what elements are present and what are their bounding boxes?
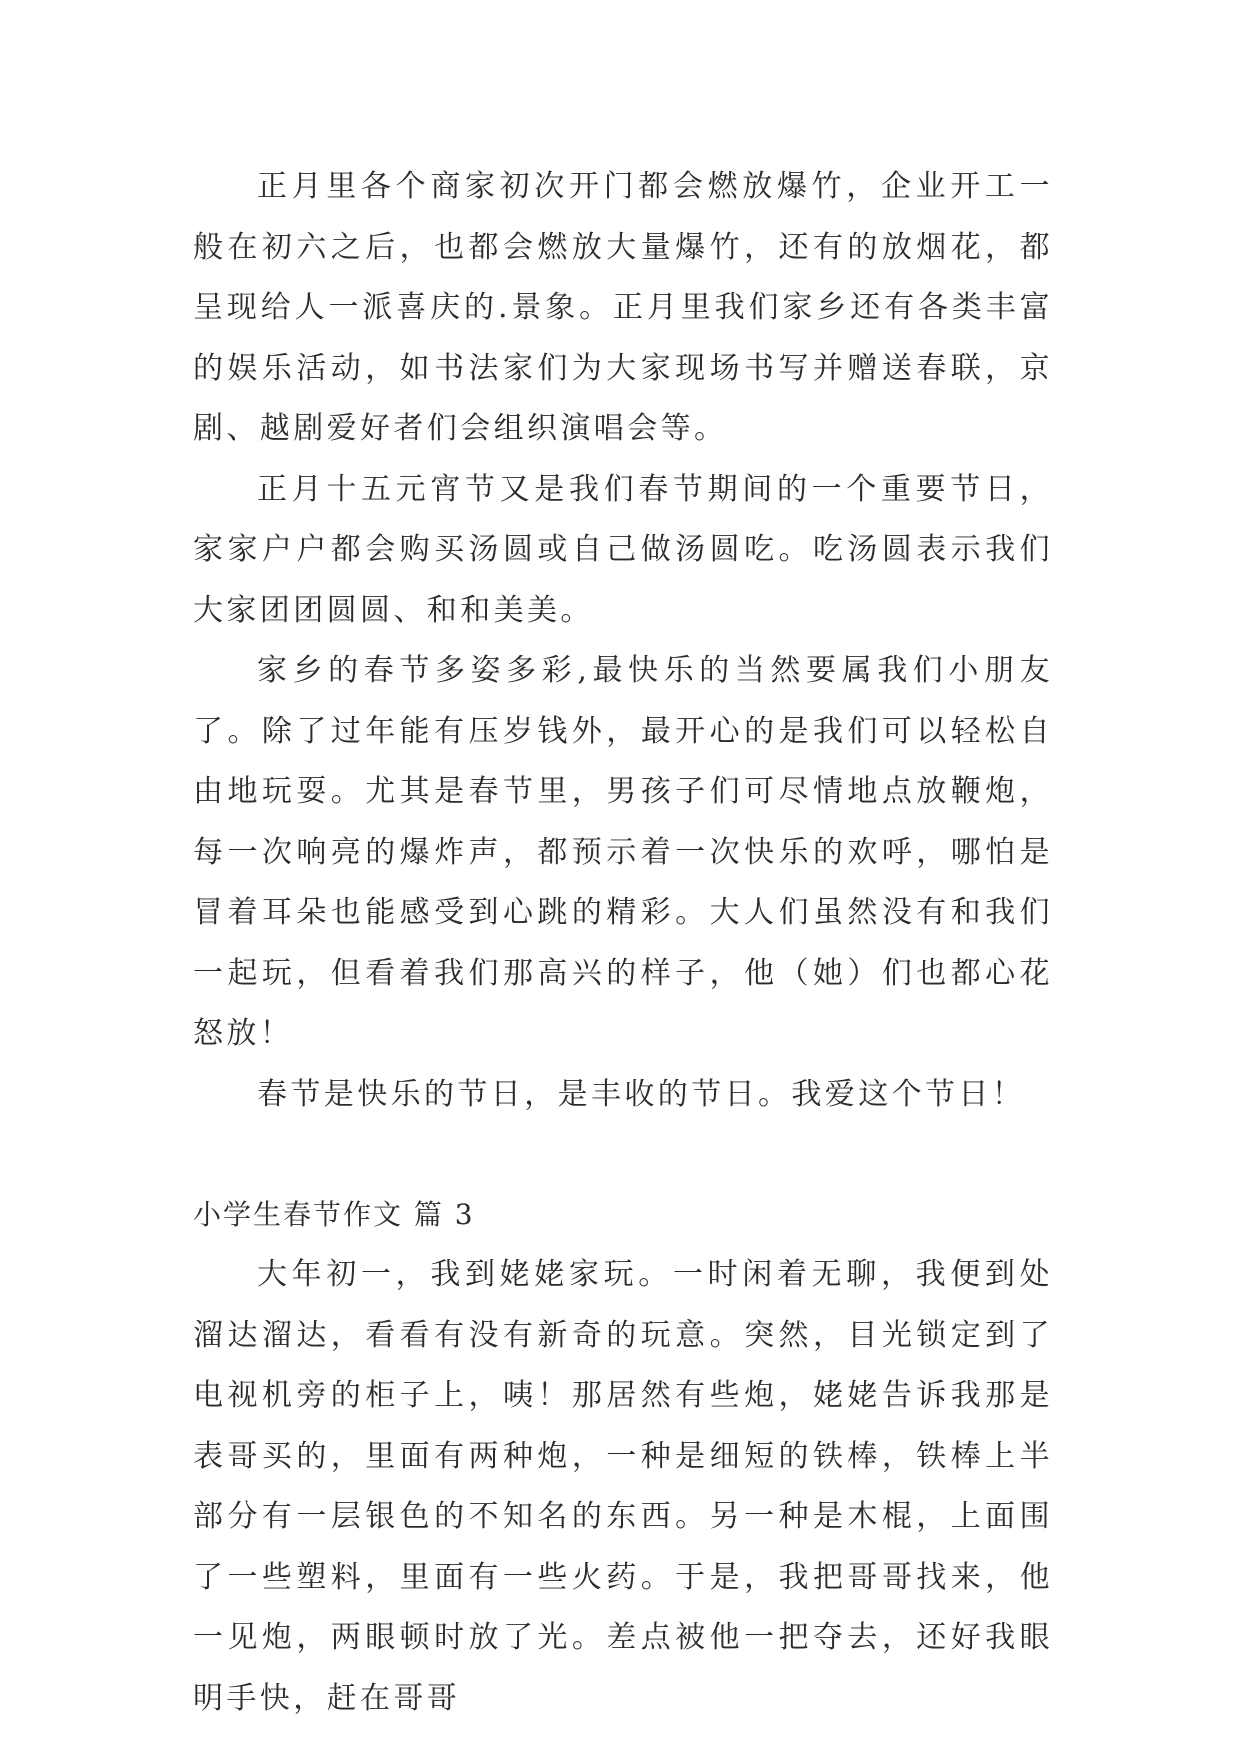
paragraph-conclusion: 春节是快乐的节日，是丰收的节日。我爱这个节日！ bbox=[257, 1076, 1026, 1112]
document-page bbox=[193, 157, 1053, 1729]
paragraph-lantern-festival: 正月十五元宵节又是我们春节期间的一个重要节日，家家户户都会购买汤圆或自己做汤圆吃。吃汤圆表示我们大家团团圆圆、和和美美。 bbox=[193, 471, 1053, 628]
section-title: 小学生春节作文 篇 3 bbox=[193, 1198, 475, 1231]
paragraph-children-fun: 家乡的春节多姿多彩,最快乐的当然要属我们小朋友了。除了过年能有压岁钱外，最开心的是我们可以轻松自由地玩耍。尤其是春节里，男孩子们可尽情地点放鞭炮，每一次响亮的爆炸声，都预示着一次快乐的欢呼，哪怕是冒着耳朵也能感受到心跳的精彩。大人们虽然没有和我们一起玩，但看着我们那高兴的样子，他（她）们也都心花怒放！ bbox=[193, 653, 1053, 1051]
section-spacer bbox=[193, 1125, 1053, 1185]
paragraph-shop-firecrackers: 正月里各个商家初次开门都会燃放爆竹，企业开工一般在初六之后，也都会燃放大量爆竹，还有的放烟花，都呈现给人一派喜庆的.景象。正月里我们家乡还有各类丰富的娱乐活动，如书法家们为大家现场书写并赠送春联，京剧、越剧爱好者们会组织演唱会等。 bbox=[193, 169, 1053, 446]
paragraph-grandma-house: 大年初一，我到姥姥家玩。一时闲着无聊，我便到处溜达溜达，看看有没有新奇的玩意。突然，目光锁定到了电视机旁的柜子上，咦！那居然有些炮，姥姥告诉我那是表哥买的，里面有两种炮，一种是细短的铁棒，铁棒上半部分有一层银色的不知名的东西。另一种是木棍，上面围了一些塑料，里面有一些火药。于是，我把哥哥找来，他一见炮，两眼顿时放了光。差点被他一把夺去，还好我眼明手快，赶在哥哥 bbox=[193, 1257, 1053, 1716]
